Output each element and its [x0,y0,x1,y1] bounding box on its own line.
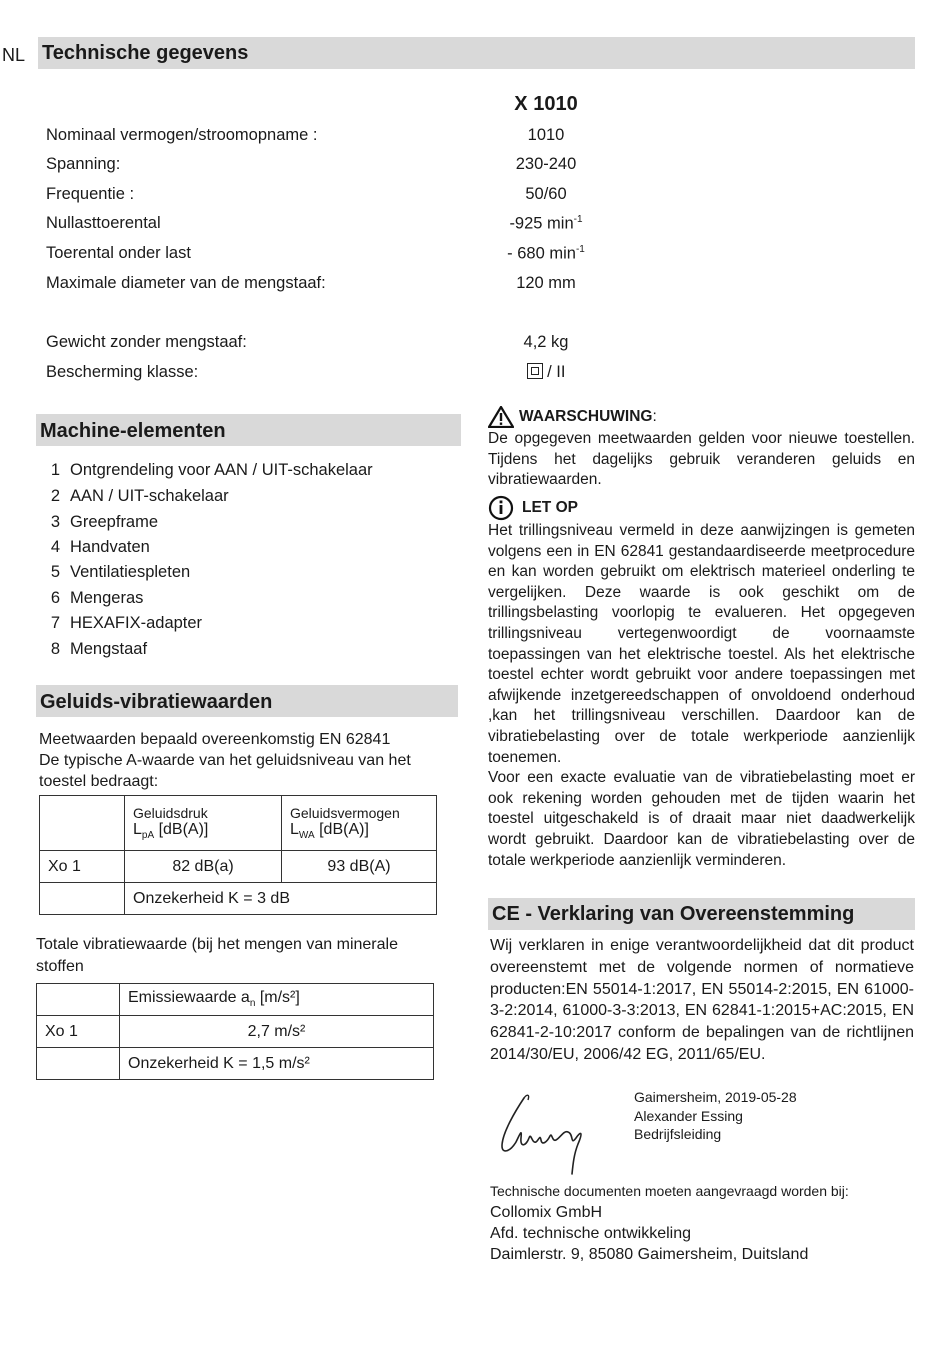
sound-pressure-unit [133,821,273,841]
noise-intro-line2: De typische A-waarde van het geluidsniveau van het toestel bedraagt: [39,752,411,790]
section-header-noise [36,685,458,717]
spec-value [470,244,622,264]
warning-triangle-icon [488,406,514,428]
spec-label: Frequentie : [46,185,135,203]
language-tag: NL [2,45,26,65]
unit: [m/s²] [255,989,300,1007]
list-item-number: 3 [50,513,60,531]
unit: [dB(A)] [154,820,209,838]
warning-block [488,405,915,491]
table-cell [40,883,125,915]
spec-value: 50/60 [525,185,567,203]
table-cell [40,796,125,851]
sound-pressure-value: 82 dB(a) [125,851,282,883]
spec-label: Nullasttoerental [46,214,161,232]
spec-value: 4,2 kg [523,333,569,351]
list-item-number: 1 [50,461,60,479]
list-item-number: 5 [50,563,60,581]
warning-title-row [488,405,915,429]
table-cell [37,984,120,1016]
noise-intro [39,729,439,792]
contact-address: Daimlerstr. 9, 85080 Gaimersheim, Duitsland [490,1246,809,1263]
spec-value [470,363,622,382]
noise-intro-line1: Meetwaarden bepaald overeenkomstig EN 62841 [39,731,391,748]
spec-label: Nominaal vermogen/stroomopname : [46,126,318,144]
list-item: Ontgrendeling voor AAN / UIT-schakelaar [70,461,373,479]
sound-power-unit [290,821,428,841]
note-title: LET OP [522,499,578,516]
spec-value-exponent: -1 [575,244,585,255]
sound-power-value: 93 dB(A) [282,851,437,883]
signatory-block [634,1088,797,1144]
contact-department: Afd. technische ontwikkeling [490,1225,691,1242]
spec-value-text: - 680 min [507,244,576,263]
contact-address-block [490,1202,808,1265]
spec-value-text: -925 min [509,214,574,233]
spec-value-exponent: -1 [573,214,583,225]
unit: [dB(A)] [314,820,369,838]
symbol: L [290,820,299,838]
list-item: Ventilatiespleten [70,563,191,581]
model-name: X 1010 [514,93,578,115]
section-header-tech [38,37,915,69]
emission-value: 2,7 m/s² [120,1016,434,1048]
warning-title: WAARSCHUWING [519,408,653,425]
row-label: Xo 1 [40,851,125,883]
emission-label: Emissiewaarde a [128,989,250,1007]
symbol: L [133,820,142,838]
list-item: Mengstaaf [70,640,148,658]
spec-value: 120 mm [516,274,576,292]
table-cell [125,796,282,851]
sound-pressure-title: Geluidsdruk [133,804,208,821]
emission-header [120,984,434,1016]
ce-text: Wij verklaren in enige verantwoordelijkheid dat dit product overeenstemt met de volgende normen of normatieve producten:EN 55014-1:2017, EN 55014-2:2015, EN 61000-3-2:2014, 61000-3-3:2013, EN 62841-1:2015+AC:2015, EN 62841-2-10:2017 conform de bepalingen van de richtlijnen 2014/30/EU, 2006/42 EG, 2011/65/EU. [490,937,914,1063]
subscript: WA [298,830,315,842]
protection-class-icon [527,363,543,379]
signatory-name: Alexander Essing [634,1107,743,1124]
ce-heading: CE - Verklaring van Overeenstemming [492,903,855,925]
tech-heading: Technische gegevens [42,42,249,64]
vibration-table [36,983,434,1080]
warning-colon: : [652,408,657,425]
list-item-number: 2 [50,487,60,505]
list-item-number: 4 [50,538,60,556]
info-icon [488,495,516,521]
section-header-ce [488,898,915,930]
note-title-row [488,495,915,521]
note-text-2: Voor een exacte evaluatie van de vibratiebelasting moet er ook rekening worden gehouden met de tijden waarin het toestel uitgeschakeld is of draait maar niet daadwerkelijk wordt gebruikt. Daardoor kan de vibratiebelasting over de totale werkperiode aanzienlijk verminderen. [488,769,915,869]
list-item: Mengeras [70,589,144,607]
spec-label: Gewicht zonder mengstaaf: [46,333,247,351]
spec-value [470,214,622,234]
contact-company: Collomix GmbH [490,1204,603,1221]
place-date: Gaimersheim, 2019-05-28 [634,1089,797,1105]
warning-text: De opgegeven meetwaarden gelden voor nieuwe toestellen. Tijdens het dagelijks gebruik veranderen geluids en vibratiewaarden. [488,430,915,489]
list-item: AAN / UIT-schakelaar [70,487,229,505]
list-item-number: 8 [50,640,60,658]
list-item: HEXAFIX-adapter [70,614,203,632]
row-label: Xo 1 [37,1016,120,1048]
noise-table [39,795,437,915]
signatory-role: Bedrijfsleiding [634,1126,722,1142]
list-item: Greepframe [70,513,159,531]
list-item-number: 6 [50,589,60,607]
contact-intro: Technische documenten moeten aangevraagd worden bij: [490,1183,849,1199]
machine-heading: Machine-elementen [40,420,226,442]
vibration-intro: Totale vibratiewaarde (bij het mengen van minerale stoffen [36,936,398,975]
note-text-1: Het trillingsniveau vermeld in deze aanwijzingen is gemeten volgens een in EN 62841 gestandaardiseerde meetprocedure en kan worden gebruikt om elektrisch materieel onderling te vergelijken. Deze waarde is ook geschikt om de trillingsbelasting voorlopig te evalueren. Het opgegeven trillingsniveau vertegenwoordigt de voornaamste toepassingen van het elektrische toestel. Als het elektrische toestel echter wordt gebruikt voor andere toepassingen met afwijkende inzetgereedschappen of onvoldoend onderhoud ,kan het trillingsniveau verschillen. Daardoor kan de vibratiebelasting over de totale werkperiode aanzienlijk toenemen. [488,522,915,766]
spec-label: Bescherming klasse: [46,363,199,381]
sound-power-title: Geluidsvermogen [290,804,400,821]
section-header-machine [36,414,461,446]
spec-value: 1010 [527,126,565,144]
spec-value-text: / II [547,363,566,381]
vibration-uncertainty: Onzekerheid K = 1,5 m/s² [120,1048,434,1080]
subscript: pA [141,830,155,842]
subscript: n [249,998,256,1010]
noise-heading: Geluids-vibratiewaarden [40,691,273,713]
list-item-number: 7 [50,614,60,632]
list-item: Handvaten [70,538,150,556]
table-cell [282,796,437,851]
spec-label: Toerental onder last [46,244,191,262]
table-cell [37,1048,120,1080]
spec-label: Spanning: [46,155,121,173]
signature-image [494,1088,594,1176]
spec-label: Maximale diameter van de mengstaaf: [46,274,326,292]
spec-value: 230-240 [515,155,577,173]
noise-uncertainty: Onzekerheid K = 3 dB [125,883,437,915]
note-block [488,495,915,871]
